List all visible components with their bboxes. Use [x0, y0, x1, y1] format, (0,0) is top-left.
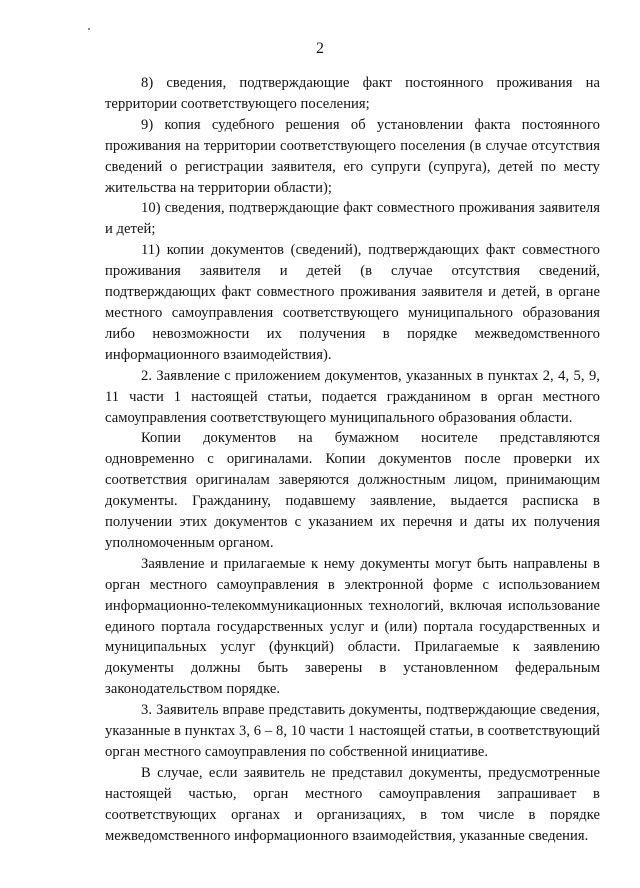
page-number: 2	[316, 40, 324, 57]
paragraph-item-10: 10) сведения, подтверждающие факт совместного проживания заявителя и детей;	[105, 200, 600, 238]
paragraph-item-8: 8) сведения, подтверждающие факт постоянного проживания на территории соответствующего поселения;	[105, 75, 600, 112]
paragraph-item-11: 11) копии документов (сведений), подтверждающих факт совместного проживания заявителя и детей (в случае отсутствия сведений, подтверждающих факт совместного проживания заявителя и детей, в органе местного самоуправления соответствующего муниципального образования либо невозможности их получения в порядке межведомственного информационного взаимодействия).	[105, 242, 600, 363]
paragraph-copies: Копии документов на бумажном носителе представляются одновременно с оригиналами. Копии документов после проверки их соответствия оригиналам заверяются должностным лицом, принимающим документы. Гражданину, подавшему заявление, выдается расписка в получении этих документов с указанием их перечня и даты их получения уполномоченным органом.	[105, 430, 600, 551]
scan-speck	[88, 28, 90, 30]
paragraph-interagency: В случае, если заявитель не представил документы, предусмотренные настоящей частью, орган местного самоуправления запрашивает в соответствующих органах и организациях, в том числе в порядке межведомственного информационного взаимодействия, указанные сведения.	[105, 764, 600, 844]
paragraph-electronic: Заявление и прилагаемые к нему документы могут быть направлены в орган местного самоуправления в электронной форме с использованием информационно-телекоммуникационных технологий, включая использование единого портала государственных услуг и (или) портала государственных и муниципальных услуг (функций) области. Прилагаемые к заявлению документы должны быть заверены в установленном федеральным законодательством порядке.	[105, 555, 600, 698]
document-body	[105, 73, 600, 847]
paragraph-part-3: 3. Заявитель вправе представить документы, подтверждающие сведения, указанные в пунктах 3, 6 – 8, 10 части 1 настоящей статьи, в соответствующий орган местного самоуправления по собственной инициативе.	[105, 702, 600, 760]
paragraph-item-9: 9) копия судебного решения об установлении факта постоянного проживания на территории соответствующего поселения (в случае отсутствия сведений о регистрации заявителя, его супруги (супруга), детей по месту жительства на территории области);	[105, 116, 600, 196]
paragraph-part-2: 2. Заявление с приложением документов, указанных в пунктах 2, 4, 5, 9, 11 части 1 настоящей статьи, подается гражданином в орган местного самоуправления соответствующего муниципального образования области.	[105, 367, 600, 426]
